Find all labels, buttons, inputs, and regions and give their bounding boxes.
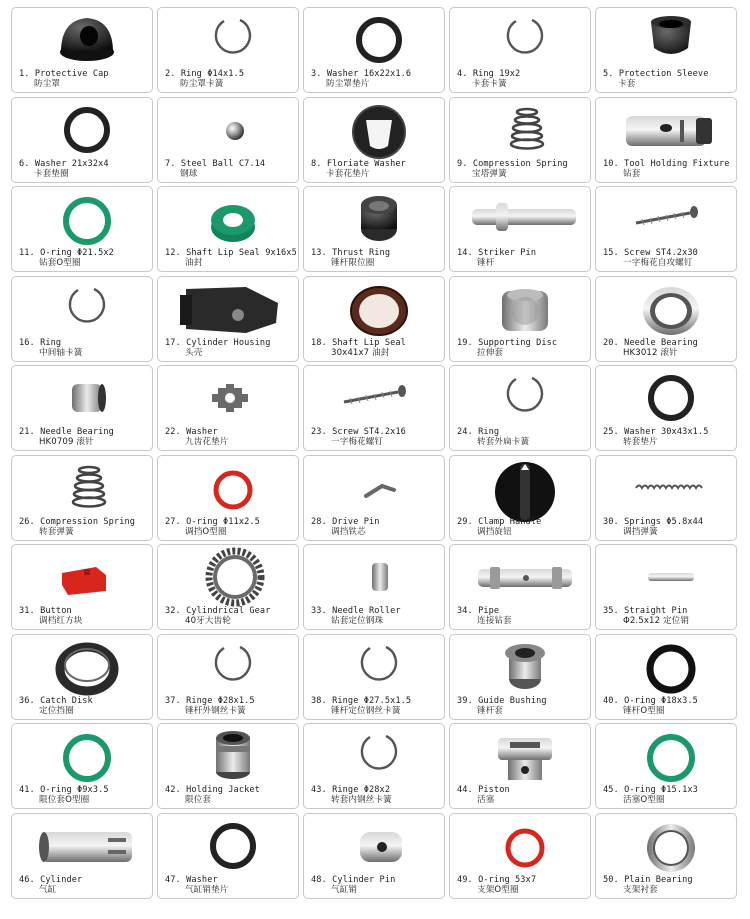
part-english-name: 23. Screw ST4.2x16: [311, 427, 406, 437]
part-label: [457, 606, 588, 626]
part-label: [19, 696, 150, 716]
part-chinese-name: 卡套卡簧: [472, 79, 507, 89]
part-card: [449, 7, 591, 93]
part-english-name: 35. Straight Pin: [603, 606, 688, 616]
part-card: [303, 97, 445, 183]
part-english-name: 29. Clamp Handle: [457, 516, 542, 527]
part-english-name: 21. Needle Bearing: [19, 427, 114, 437]
part-chinese-name: 一字梅花螺钉: [331, 437, 384, 447]
part-chinese-name: 锤杆限位圈: [331, 258, 375, 268]
part-card: [595, 7, 737, 93]
part-label: [19, 338, 150, 358]
part-english-name: 18. Shaft Lip Seal: [311, 337, 406, 348]
part-english-name: 19. Supporting Disc: [457, 337, 558, 348]
part-card: [595, 186, 737, 272]
part-card: [303, 365, 445, 451]
part-chinese-name: 钻套: [623, 168, 641, 179]
part-chinese-name: 定位挡圈: [39, 705, 74, 716]
part-label: [457, 69, 588, 89]
part-chinese-name: 锤杆套: [477, 705, 504, 716]
part-english-name: 15. Screw ST4.2x30: [603, 248, 698, 258]
part-chinese-name: 40牙大齿轮: [185, 616, 231, 626]
part-english-name: 11. O-ring Φ21.5x2: [19, 248, 114, 258]
part-label: [457, 875, 588, 895]
part-english-name: 13. Thrust Ring: [311, 248, 391, 258]
part-label: [19, 159, 150, 179]
part-card: [449, 186, 591, 272]
part-chinese-name: 连接钻套: [477, 616, 512, 626]
part-chinese-name: 宝塔弹簧: [472, 168, 507, 179]
part-label: [165, 875, 296, 895]
part-english-name: 28. Drive Pin: [311, 516, 380, 527]
part-label: [603, 785, 734, 805]
part-label: [603, 248, 734, 268]
part-card: [595, 544, 737, 630]
part-english-name: 12. Shaft Lip Seal 9x16x5: [165, 248, 297, 258]
part-card: [595, 723, 737, 809]
part-label: [19, 785, 150, 805]
part-card: [11, 276, 153, 362]
part-chinese-name: 气缸: [39, 884, 57, 895]
part-english-name: 41. O-ring Φ9x3.5: [19, 785, 109, 795]
part-english-name: 26. Compression Spring: [19, 516, 136, 527]
part-card: [157, 186, 299, 272]
part-chinese-name: 调档红方块: [39, 616, 83, 626]
part-chinese-name: 卡套: [618, 79, 636, 89]
part-label: [165, 427, 296, 447]
part-english-name: 25. Washer 30x43x1.5: [603, 427, 709, 437]
part-card: [303, 544, 445, 630]
part-card: [449, 97, 591, 183]
part-chinese-name: 卡套垫圈: [34, 168, 69, 179]
part-chinese-name: 支架O型圈: [477, 884, 519, 895]
part-english-name: 27. O-ring Φ11x2.5: [165, 516, 260, 527]
part-chinese-name: 防尘罩: [34, 79, 61, 89]
part-card: [11, 813, 153, 899]
part-label: [165, 517, 296, 537]
part-card: [449, 276, 591, 362]
part-label: [311, 517, 442, 537]
part-english-name: 1. Protective Cap: [19, 69, 109, 79]
part-label: [311, 159, 442, 179]
part-english-name: 43. Ringe Φ28x2: [311, 785, 391, 795]
part-label: [603, 875, 734, 895]
part-english-name: 33. Needle Roller: [311, 606, 401, 616]
part-label: [165, 785, 296, 805]
part-label: [457, 696, 588, 716]
part-label: [457, 427, 588, 447]
part-label: [311, 338, 442, 358]
part-card: [157, 455, 299, 541]
part-chinese-name: 调挡弹簧: [623, 526, 658, 537]
part-english-name: 14. Striker Pin: [457, 248, 537, 258]
part-card: [157, 723, 299, 809]
part-english-name: 42. Holding Jacket: [165, 785, 260, 795]
part-chinese-name: 支架衬套: [623, 884, 658, 895]
part-english-name: 36. Catch Disk: [19, 695, 93, 706]
part-chinese-name: 卡套花垫片: [326, 168, 370, 179]
part-label: [19, 427, 150, 447]
part-english-name: 22. Washer: [165, 427, 218, 437]
part-card: [449, 365, 591, 451]
part-english-name: 32. Cylindrical Gear: [165, 606, 271, 616]
part-card: [303, 634, 445, 720]
part-chinese-name: 转套垫片: [623, 437, 658, 447]
part-chinese-name: 锤杆外钢丝卡簧: [185, 705, 246, 716]
part-english-name: 44. Piston: [457, 785, 510, 795]
part-chinese-name: 转套弹簧: [39, 526, 74, 537]
part-chinese-name: 30x41x7 油封: [331, 347, 390, 358]
part-label: [603, 159, 734, 179]
part-chinese-name: 防尘罩卡簧: [180, 79, 224, 89]
part-card: [595, 634, 737, 720]
part-english-name: 30. Springs Φ5.8x44: [603, 516, 704, 527]
part-chinese-name: 调挡铁芯: [331, 526, 366, 537]
part-chinese-name: 活塞O型圈: [623, 795, 665, 805]
part-english-name: 16. Ring: [19, 337, 62, 348]
part-card: [11, 97, 153, 183]
part-label: [165, 696, 296, 716]
part-english-name: 2. Ring Φ14x1.5: [165, 69, 245, 79]
part-chinese-name: 限位套O型圈: [39, 795, 90, 805]
part-chinese-name: 中间轴卡簧: [39, 347, 83, 358]
part-label: [165, 338, 296, 358]
part-card: [303, 276, 445, 362]
part-label: [603, 606, 734, 626]
part-english-name: 37. Ringe Φ28x1.5: [165, 695, 255, 706]
part-card: [303, 813, 445, 899]
part-label: [165, 159, 296, 179]
part-card: [303, 723, 445, 809]
part-chinese-name: HK3012 滚针: [623, 347, 678, 358]
part-card: [11, 634, 153, 720]
part-label: [311, 427, 442, 447]
part-label: [165, 248, 296, 268]
part-english-name: 49. O-ring 53x7: [457, 874, 537, 885]
part-chinese-name: 调挡旋钮: [477, 526, 512, 537]
part-card: [449, 813, 591, 899]
parts-grid: [11, 7, 742, 912]
part-english-name: 9. Compression Spring: [457, 158, 568, 169]
part-card: [303, 455, 445, 541]
part-card: [11, 723, 153, 809]
part-chinese-name: 限位套: [185, 795, 212, 805]
part-card: [449, 455, 591, 541]
part-english-name: 34. Pipe: [457, 606, 500, 616]
part-card: [157, 97, 299, 183]
part-label: [19, 606, 150, 626]
part-label: [311, 248, 442, 268]
part-chinese-name: 锤杆O型圈: [623, 705, 665, 716]
part-label: [457, 785, 588, 805]
part-chinese-name: 锤杆定位钢丝卡簧: [331, 705, 401, 716]
part-english-name: 47. Washer: [165, 874, 218, 885]
part-chinese-name: 防尘罩垫片: [326, 79, 370, 89]
part-chinese-name: 油封: [185, 258, 203, 268]
part-card: [11, 455, 153, 541]
part-card: [11, 7, 153, 93]
part-label: [165, 69, 296, 89]
part-label: [603, 427, 734, 447]
part-card: [449, 544, 591, 630]
part-card: [157, 276, 299, 362]
part-english-name: 20. Needle Bearing: [603, 337, 698, 348]
part-label: [19, 69, 150, 89]
part-card: [157, 544, 299, 630]
part-english-name: 8. Floriate Washer: [311, 158, 406, 169]
part-english-name: 7. Steel Ball C7.14: [165, 158, 266, 169]
part-card: [449, 634, 591, 720]
part-label: [19, 875, 150, 895]
part-chinese-name: 气缸销垫片: [185, 884, 229, 895]
part-label: [457, 517, 588, 537]
part-english-name: 4. Ring 19x2: [457, 69, 521, 79]
part-card: [157, 813, 299, 899]
part-english-name: 31. Button: [19, 606, 72, 616]
part-chinese-name: 调挡O型圈: [185, 526, 227, 537]
part-english-name: 50. Plain Bearing: [603, 874, 693, 885]
part-card: [303, 7, 445, 93]
part-label: [311, 69, 442, 89]
part-english-name: 24. Ring: [457, 427, 500, 437]
part-chinese-name: 钻套O型圈: [39, 258, 81, 268]
part-label: [457, 159, 588, 179]
part-label: [603, 69, 734, 89]
part-label: [603, 696, 734, 716]
part-chinese-name: 拉伸套: [477, 347, 504, 358]
part-label: [457, 338, 588, 358]
part-card: [11, 544, 153, 630]
part-english-name: 17. Cylinder Housing: [165, 337, 271, 348]
part-label: [311, 696, 442, 716]
part-english-name: 6. Washer 21x32x4: [19, 158, 109, 169]
part-label: [165, 606, 296, 626]
part-card: [595, 455, 737, 541]
part-english-name: 5. Protection Sleeve: [603, 69, 709, 79]
part-chinese-name: 转套内钢丝卡簧: [331, 795, 392, 805]
part-chinese-name: Φ2.5x12 定位销: [623, 616, 690, 626]
part-label: [311, 875, 442, 895]
part-chinese-name: 气缸销: [331, 884, 358, 895]
part-english-name: 39. Guide Bushing: [457, 695, 547, 706]
part-english-name: 46. Cylinder: [19, 874, 83, 885]
part-card: [11, 186, 153, 272]
part-card: [303, 186, 445, 272]
part-card: [595, 365, 737, 451]
part-card: [449, 723, 591, 809]
part-chinese-name: 转套外扁卡簧: [477, 437, 530, 447]
part-english-name: 45. O-ring Φ15.1x3: [603, 785, 698, 795]
part-chinese-name: HK0709 滚针: [39, 437, 94, 447]
part-card: [11, 365, 153, 451]
part-english-name: 40. O-ring Φ18x3.5: [603, 695, 698, 706]
part-label: [603, 517, 734, 537]
part-label: [311, 606, 442, 626]
part-english-name: 10. Tool Holding Fixture: [603, 158, 730, 169]
part-card: [595, 97, 737, 183]
part-card: [595, 276, 737, 362]
part-english-name: 48. Cylinder Pin: [311, 874, 396, 885]
part-card: [595, 813, 737, 899]
part-label: [457, 248, 588, 268]
part-english-name: 38. Ringe Φ27.5x1.5: [311, 695, 412, 706]
part-english-name: 3. Washer 16x22x1.6: [311, 69, 412, 79]
part-label: [311, 785, 442, 805]
part-chinese-name: 头壳: [185, 347, 203, 358]
part-chinese-name: 钢球: [180, 168, 198, 179]
part-label: [19, 248, 150, 268]
part-chinese-name: 活塞: [477, 795, 495, 805]
part-card: [157, 7, 299, 93]
part-chinese-name: 一字梅花自攻螺钉: [623, 258, 693, 268]
part-card: [157, 365, 299, 451]
part-label: [19, 517, 150, 537]
part-label: [603, 338, 734, 358]
part-chinese-name: 钻套定位钢珠: [331, 616, 384, 626]
part-chinese-name: 锤杆: [477, 258, 495, 268]
part-chinese-name: 九齿花垫片: [185, 437, 229, 447]
part-card: [157, 634, 299, 720]
